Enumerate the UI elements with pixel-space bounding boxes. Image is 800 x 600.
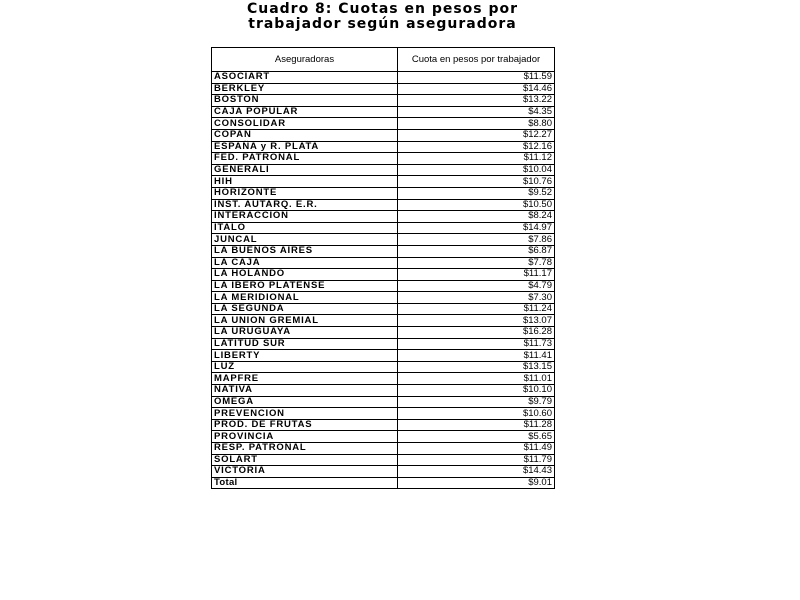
insurer-name: HIH: [212, 176, 398, 188]
quota-value: $7.78: [398, 257, 555, 269]
quota-value: $9.52: [398, 187, 555, 199]
header-cuota: Cuota en pesos por trabajador: [398, 48, 555, 72]
insurer-name: BOSTON: [212, 95, 398, 107]
table-body: [212, 72, 555, 489]
table-row: [212, 419, 555, 431]
quota-value: $11.12: [398, 153, 555, 165]
quota-value: $8.24: [398, 211, 555, 223]
quota-value: $14.43: [398, 466, 555, 478]
quotas-table: [211, 47, 555, 489]
title-line-1: Cuadro 8: Cuotas en pesos por: [246, 1, 519, 17]
insurer-name: LIBERTY: [212, 350, 398, 362]
insurer-name: LA HOLANDO: [212, 269, 398, 281]
insurer-name: PROD. DE FRUTAS: [212, 419, 398, 431]
quota-value: $11.28: [398, 419, 555, 431]
insurer-name: GENERALI: [212, 164, 398, 176]
table-row: [212, 303, 555, 315]
quota-value: $13.15: [398, 361, 555, 373]
insurer-name: JUNCAL: [212, 234, 398, 246]
table-row: [212, 327, 555, 339]
quota-value: $7.30: [398, 292, 555, 304]
quota-value: $10.50: [398, 199, 555, 211]
insurer-name: LA BUENOS AIRES: [212, 245, 398, 257]
insurer-name: PROVINCIA: [212, 431, 398, 443]
quota-value: $6.87: [398, 245, 555, 257]
insurer-name: ITALO: [212, 222, 398, 234]
insurer-name: LA SEGUNDA: [212, 303, 398, 315]
table-row: [212, 408, 555, 420]
insurer-name: INTERACCION: [212, 211, 398, 223]
insurer-name: BERKLEY: [212, 83, 398, 95]
table-row: [212, 396, 555, 408]
table-row: [212, 431, 555, 443]
quota-value: $11.01: [398, 373, 555, 385]
quota-value: $4.35: [398, 106, 555, 118]
quota-value: $12.27: [398, 129, 555, 141]
table-row: [212, 234, 555, 246]
document-title: [211, 2, 554, 32]
quota-value: $14.46: [398, 83, 555, 95]
table-row: [212, 141, 555, 153]
quota-value: $14.97: [398, 222, 555, 234]
insurer-name: LUZ: [212, 361, 398, 373]
table-row: [212, 373, 555, 385]
quota-value: $16.28: [398, 327, 555, 339]
header-aseguradoras: Aseguradoras: [212, 48, 398, 72]
quota-value: $4.79: [398, 280, 555, 292]
table-row: [212, 443, 555, 455]
table-row: [212, 350, 555, 362]
table-row: [212, 315, 555, 327]
quota-value: $11.49: [398, 443, 555, 455]
quota-value: $8.80: [398, 118, 555, 130]
table-row: [212, 338, 555, 350]
insurer-name: VICTORIA: [212, 466, 398, 478]
quota-value: $11.79: [398, 454, 555, 466]
quota-value: $5.65: [398, 431, 555, 443]
table-row: [212, 269, 555, 281]
table-row: [212, 153, 555, 165]
title-line-2: trabajador según aseguradora: [248, 16, 517, 32]
table-row: [212, 83, 555, 95]
table-row: [212, 199, 555, 211]
quota-value: $7.86: [398, 234, 555, 246]
quota-value: $13.07: [398, 315, 555, 327]
insurer-name: LATITUD SUR: [212, 338, 398, 350]
quota-value: $10.10: [398, 385, 555, 397]
table-row: [212, 211, 555, 223]
total-label: Total: [212, 477, 398, 489]
quota-value: $11.17: [398, 269, 555, 281]
insurer-name: OMEGA: [212, 396, 398, 408]
insurer-name: LA CAJA: [212, 257, 398, 269]
table-row: [212, 187, 555, 199]
insurer-name: LA URUGUAYA: [212, 327, 398, 339]
insurer-name: ESPAÑA y R. PLATA: [212, 141, 398, 153]
quota-value: $13.22: [398, 95, 555, 107]
insurer-name: COPAN: [212, 129, 398, 141]
total-value: $9.01: [398, 477, 555, 489]
total-row: [212, 477, 555, 489]
table-row: [212, 245, 555, 257]
table-row: [212, 164, 555, 176]
table-row: [212, 95, 555, 107]
quota-value: $11.59: [398, 72, 555, 84]
table-row: [212, 129, 555, 141]
insurer-name: LA IBERO PLATENSE: [212, 280, 398, 292]
insurer-name: PREVENCION: [212, 408, 398, 420]
insurer-name: SOLART: [212, 454, 398, 466]
insurer-name: FED. PATRONAL: [212, 153, 398, 165]
insurer-name: MAPFRE: [212, 373, 398, 385]
table-row: [212, 106, 555, 118]
insurer-name: NATIVA: [212, 385, 398, 397]
quota-value: $10.60: [398, 408, 555, 420]
table-row: [212, 257, 555, 269]
quota-value: $9.79: [398, 396, 555, 408]
table-row: [212, 280, 555, 292]
insurer-name: CAJA POPULAR: [212, 106, 398, 118]
quota-value: $10.76: [398, 176, 555, 188]
table-row: [212, 466, 555, 478]
insurer-name: CONSOLIDAR: [212, 118, 398, 130]
quota-value: $11.24: [398, 303, 555, 315]
quota-value: $12.16: [398, 141, 555, 153]
table-row: [212, 176, 555, 188]
table-row: [212, 118, 555, 130]
table-row: [212, 361, 555, 373]
table-row: [212, 292, 555, 304]
table-row: [212, 454, 555, 466]
insurer-name: ASOCIART: [212, 72, 398, 84]
insurer-name: HORIZONTE: [212, 187, 398, 199]
insurer-name: INST. AUTARQ. E.R.: [212, 199, 398, 211]
table-header-row: [212, 48, 555, 72]
quota-value: $11.73: [398, 338, 555, 350]
table-row: [212, 72, 555, 84]
table-row: [212, 385, 555, 397]
insurer-name: RESP. PATRONAL: [212, 443, 398, 455]
quota-value: $10.04: [398, 164, 555, 176]
table-row: [212, 222, 555, 234]
quota-value: $11.41: [398, 350, 555, 362]
insurer-name: LA MERIDIONAL: [212, 292, 398, 304]
insurer-name: LA UNION GREMIAL: [212, 315, 398, 327]
